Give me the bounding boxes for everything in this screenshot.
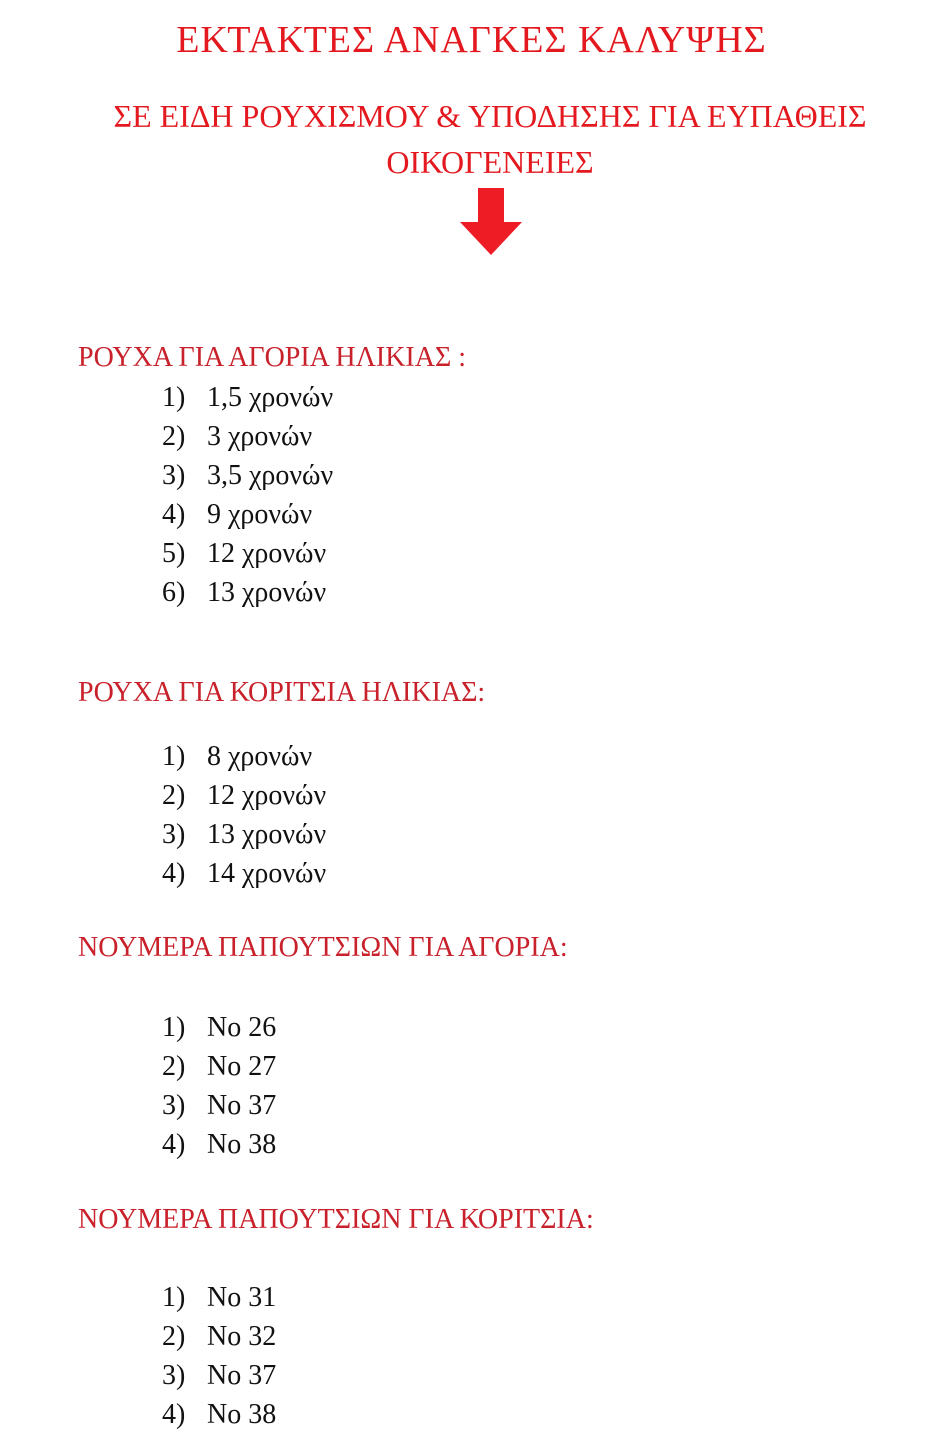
list-item-number: 1): [162, 1282, 186, 1313]
list-item-number: 1): [162, 1012, 186, 1043]
list-item: [162, 854, 326, 893]
list-item-number: 2): [162, 1321, 186, 1352]
list-item-text: 13 χρονών: [207, 577, 327, 608]
list-item-number: 4): [162, 858, 186, 889]
list-item-number: 3): [162, 1090, 186, 1121]
list-item-number: 2): [162, 780, 186, 811]
list-item: [162, 1356, 276, 1395]
list-item-text: Νο 32: [207, 1321, 277, 1352]
list-item: [162, 1317, 276, 1356]
list-item-number: 4): [162, 499, 186, 530]
section-heading-boys-clothes: ΡΟΥΧΑ ΓΙΑ ΑΓΟΡΙΑ ΗΛΙΚΙΑΣ :: [78, 342, 467, 373]
list-item: [162, 776, 326, 815]
list-item-number: 2): [162, 421, 186, 452]
girls-clothes-list: [162, 737, 326, 893]
list-item-text: 9 χρονών: [207, 499, 313, 530]
list-item-number: 3): [162, 460, 186, 491]
list-item-text: 14 χρονών: [207, 858, 327, 889]
list-item-text: Νο 37: [207, 1090, 277, 1121]
page-subtitle: ΣΕ ΕΙΔΗ ΡΟΥΧΙΣΜΟΥ & ΥΠΟΔΗΣΗΣ ΓΙΑ ΕΥΠΑΘΕΙΣ ΟΙΚΟΓΕΝΕΙΕΣ: [113, 98, 867, 180]
list-item-text: 13 χρονών: [207, 819, 327, 850]
list-item: [162, 1047, 276, 1086]
list-item: [162, 495, 333, 534]
list-item-number: 1): [162, 741, 186, 772]
boys-shoes-list: [162, 1008, 276, 1164]
list-item-text: 8 χρονών: [207, 741, 313, 772]
list-item-number: 2): [162, 1051, 186, 1082]
page-title: ΕΚΤΑΚΤΕΣ ΑΝΑΓΚΕΣ ΚΑΛΥΨΗΣ: [176, 19, 767, 61]
list-item: [162, 378, 333, 417]
list-item-number: 3): [162, 1360, 186, 1391]
list-item-number: 6): [162, 577, 186, 608]
list-item: [162, 737, 326, 776]
list-item-text: Νο 38: [207, 1399, 277, 1430]
list-item-text: Νο 37: [207, 1360, 277, 1391]
down-arrow-icon: [458, 188, 524, 256]
list-item-number: 4): [162, 1399, 186, 1430]
list-item-number: 5): [162, 538, 186, 569]
list-item-text: Νο 31: [207, 1282, 277, 1313]
list-item-number: 1): [162, 382, 186, 413]
girls-shoes-list: [162, 1278, 276, 1434]
list-item-text: 12 χρονών: [207, 538, 327, 569]
list-item: [162, 417, 333, 456]
list-item: [162, 534, 333, 573]
list-item-text: 3 χρονών: [207, 421, 313, 452]
list-item-text: 1,5 χρονών: [207, 382, 334, 413]
list-item-text: Νο 38: [207, 1129, 277, 1160]
boys-clothes-list: [162, 378, 333, 612]
list-item: [162, 1125, 276, 1164]
list-item-text: 12 χρονών: [207, 780, 327, 811]
list-item-text: 3,5 χρονών: [207, 460, 334, 491]
list-item: [162, 815, 326, 854]
list-item: [162, 1395, 276, 1434]
list-item: [162, 573, 333, 612]
list-item-number: 3): [162, 819, 186, 850]
list-item: [162, 1086, 276, 1125]
section-heading-girls-clothes: ΡΟΥΧΑ ΓΙΑ ΚΟΡΙΤΣΙΑ ΗΛΙΚΙΑΣ:: [78, 677, 486, 708]
list-item: [162, 456, 333, 495]
section-heading-girls-shoes: ΝΟΥΜΕΡΑ ΠΑΠΟΥΤΣΙΩΝ ΓΙΑ ΚΟΡΙΤΣΙΑ:: [78, 1204, 594, 1235]
list-item-text: Νο 27: [207, 1051, 277, 1082]
section-heading-boys-shoes: ΝΟΥΜΕΡΑ ΠΑΠΟΥΤΣΙΩΝ ΓΙΑ ΑΓΟΡΙΑ:: [78, 932, 568, 963]
list-item: [162, 1278, 276, 1317]
list-item: [162, 1008, 276, 1047]
list-item-number: 4): [162, 1129, 186, 1160]
list-item-text: Νο 26: [207, 1012, 277, 1043]
